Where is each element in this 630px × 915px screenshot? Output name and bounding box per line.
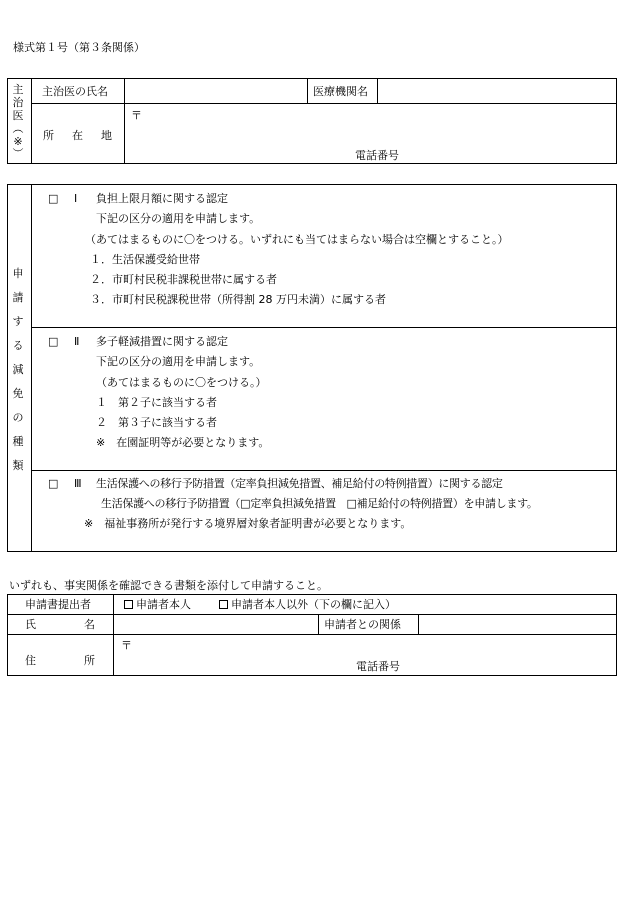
section-3-note: ※ 福祉事務所が発行する境界層対象者証明書が必要となります。	[84, 517, 412, 530]
doctor-name-field[interactable]	[128, 80, 304, 101]
section-3-numeral: Ⅲ	[74, 477, 82, 490]
checkbox-icon[interactable]	[124, 600, 133, 609]
section-1-item: ３．市町村民税課税世帯（所得割 28 万円未満）に属する者	[90, 293, 386, 306]
section-2-numeral: Ⅱ	[74, 335, 80, 348]
section-1-item: ２．市町村民税非課税世帯に属する者	[90, 273, 277, 286]
section-1-note: （あてはまるものに〇をつける。いずれにも当てはまらない場合は空欄とすること。）	[85, 233, 509, 246]
section-1-checkbox[interactable]: □	[48, 192, 59, 205]
option-other[interactable]: 申請者本人以外（下の欄に記入）	[219, 599, 396, 610]
submitter-postal-mark: 〒	[121, 639, 132, 652]
relation-label: 申請者との関係	[324, 618, 401, 631]
section-3-apply: 生活保護への移行予防措置（□定率負担減免措置 □補足給付の特例措置）を申請します。	[101, 497, 538, 510]
section-2-note: （あてはまるものに〇をつける。）	[96, 376, 267, 389]
checkbox-icon[interactable]	[219, 600, 228, 609]
section-2-apply: 下記の区分の適用を申請します。	[96, 355, 261, 368]
section-2-checkbox[interactable]: □	[48, 335, 59, 348]
doctor-phone-label: 電話番号	[355, 149, 399, 162]
attachment-instruction: いずれも、事実関係を確認できる書類を添付して申請すること。	[9, 579, 328, 592]
doctor-name-label: 主治医の氏名	[42, 85, 108, 98]
section-2-item: １ 第２子に該当する者	[96, 396, 217, 409]
section-2-item: ※ 在園証明等が必要となります。	[96, 436, 270, 449]
doctor-postal-mark: 〒	[131, 109, 142, 122]
section-1-apply: 下記の区分の適用を申請します。	[96, 212, 261, 225]
section-2-item: ２ 第３子に該当する者	[96, 416, 217, 429]
section-3-checkbox[interactable]: □	[48, 477, 59, 490]
section-2-title: 多子軽減措置に関する認定	[96, 335, 228, 348]
option-self[interactable]: 申請者本人	[124, 599, 191, 610]
section-1-title: 負担上限月額に関する認定	[96, 192, 228, 205]
section-1-numeral: Ⅰ	[74, 192, 78, 205]
section-1-item: １．生活保護受給世帯	[90, 253, 200, 266]
submitter-label: 申請書提出者	[25, 598, 91, 611]
submitter-phone-label: 電話番号	[356, 660, 400, 673]
institution-label: 医療機関名	[313, 85, 368, 98]
form-number: 様式第１号（第３条関係）	[13, 41, 145, 54]
section-3-title: 生活保護への移行予防措置（定率負担減免措置、補足給付の特例措置）に関する認定	[96, 477, 503, 490]
institution-field[interactable]	[381, 80, 613, 101]
